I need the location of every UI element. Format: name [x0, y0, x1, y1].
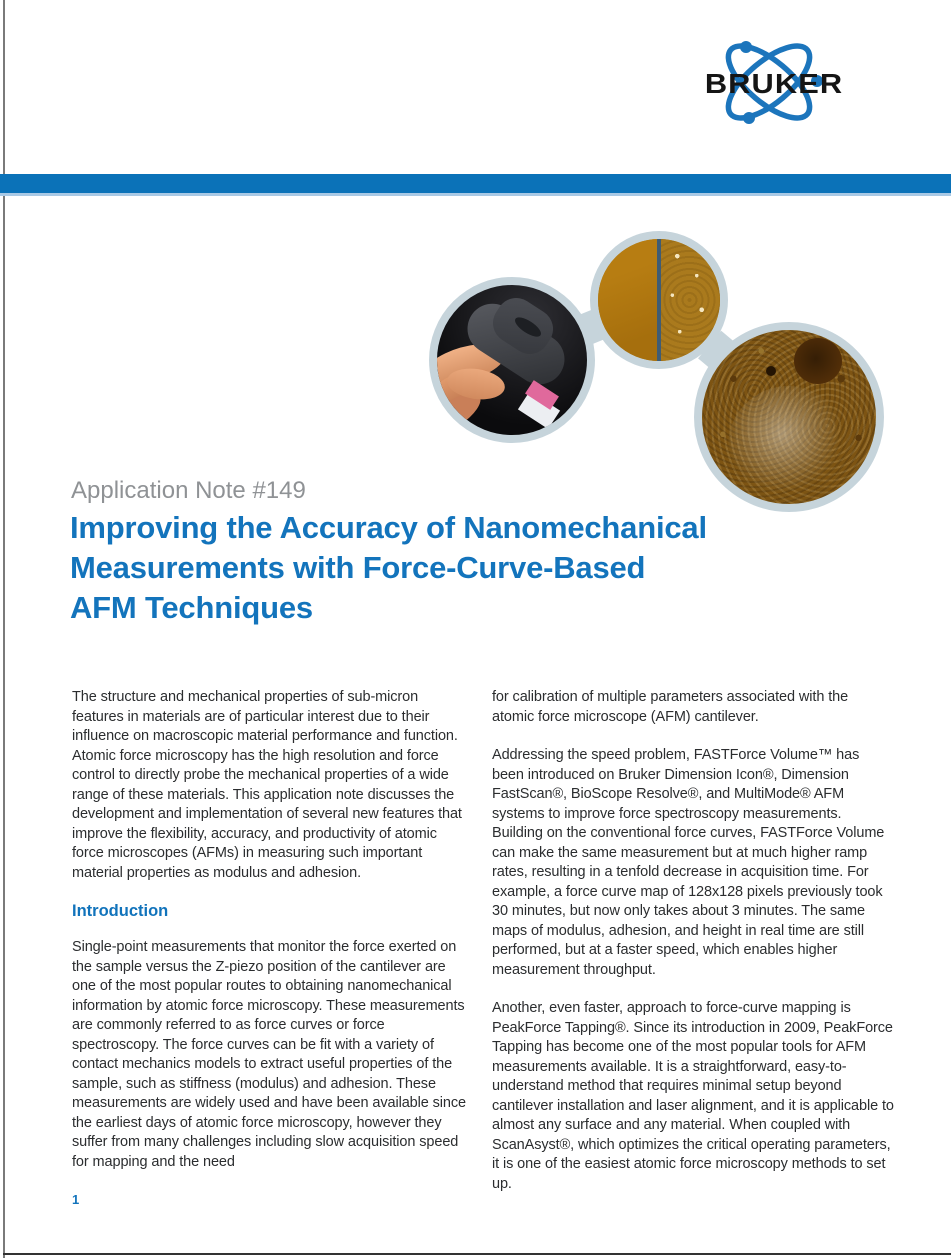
left-text-column	[72, 688, 472, 1191]
lead-paragraph: The structure and mechanical properties of sub-micron features in materials are of particular interest due to their influence on macroscopic material performance and function. Atomic force microscopy has the high resolution and force control to directly probe the mechanical properties of a wide range of these materials. This application note discusses the development and implementation of several new features that improve the flexibility, accuracy, and productivity of atomic force microscopes (AFMs) in measuring such important material properties as modulus and adhesion.	[72, 689, 462, 881]
bruker-logo	[698, 34, 850, 128]
page-title-line: Improving the Accuracy of Nanomechanical	[70, 510, 707, 545]
afm-scan-left-field	[598, 239, 659, 361]
afm-scan-bright-particle	[728, 386, 848, 506]
bruker-logo-text: BRUKER	[704, 68, 844, 99]
page-title-line: Measurements with Force-Curve-Based	[70, 550, 646, 585]
body-paragraph: for calibration of multiple parameters associated with the atomic force microscope (AFM) cantilever.	[492, 689, 849, 725]
afm-scan-dark-domain	[794, 338, 842, 384]
page-bottom-edge	[3, 1253, 951, 1255]
page-title	[70, 508, 910, 628]
right-text-column	[492, 688, 894, 1213]
body-paragraph: Addressing the speed problem, FASTForce Volume™ has been introduced on Bruker Dimension Icon®, Dimension FastScan®, BioScope Resolve®, and MultiMode® AFM systems to improve force spectroscopy measurements. Building on the conventional force curves, FASTForce Volume can make the same measurement but at much higher ramp rates, resulting in a tenfold decrease in acquisition time. For example, a force curve map of 128x128 pixels previously took 30 minutes, but now only takes about 3 minutes. The same maps of modulus, adhesion, and height in real time are still performed, but at a faster speed, which enables higher measurement throughput.	[492, 747, 885, 978]
afm-scan-right-field	[659, 239, 720, 361]
page-title-line: AFM Techniques	[70, 590, 313, 625]
hero-afm-particle-scan-image	[694, 322, 884, 512]
hero-afm-split-scan-image	[590, 231, 728, 369]
application-note-kicker: Application Note #149	[71, 477, 306, 504]
hero-photo-probe-holder	[429, 277, 595, 443]
page-number: 1	[72, 1192, 80, 1207]
introduction-paragraph: Single-point measurements that monitor the force exerted on the sample versus the Z-piezo position of the cantilever are one of the most popular routes to obtaining nanomechanical information by atomic force microscopy. These measurements are commonly referred to as force curves or force spectroscopy. The force curves can be fit with a variety of contact mechanics models to extract useful properties of the sample, such as stiffness (modulus) and adhesion. These measurements are widely used and have been available since the earliest days of atomic force microscopy, however they suffer from many challenges including slow acquisition speed for mapping and the need	[72, 939, 466, 1170]
brand-color-bar	[0, 174, 951, 196]
introduction-heading: Introduction	[72, 902, 169, 920]
afm-scan-small-dark-spot	[766, 366, 776, 376]
afm-scan-divider-line	[657, 239, 661, 361]
body-paragraph: Another, even faster, approach to force-curve mapping is PeakForce Tapping®. Since its introduction in 2009, PeakForce Tapping has become one of the most popular tools for AFM measurements available. It is a straightforward, easy-to-understand method that requires minimal setup beyond cantilever installation and laser alignment, and it is applicable to almost any surface and any material. When coupled with ScanAsyst®, which optimizes the critical operating parameters, it is one of the easiest atomic force microscopy methods to set up.	[492, 1000, 894, 1192]
